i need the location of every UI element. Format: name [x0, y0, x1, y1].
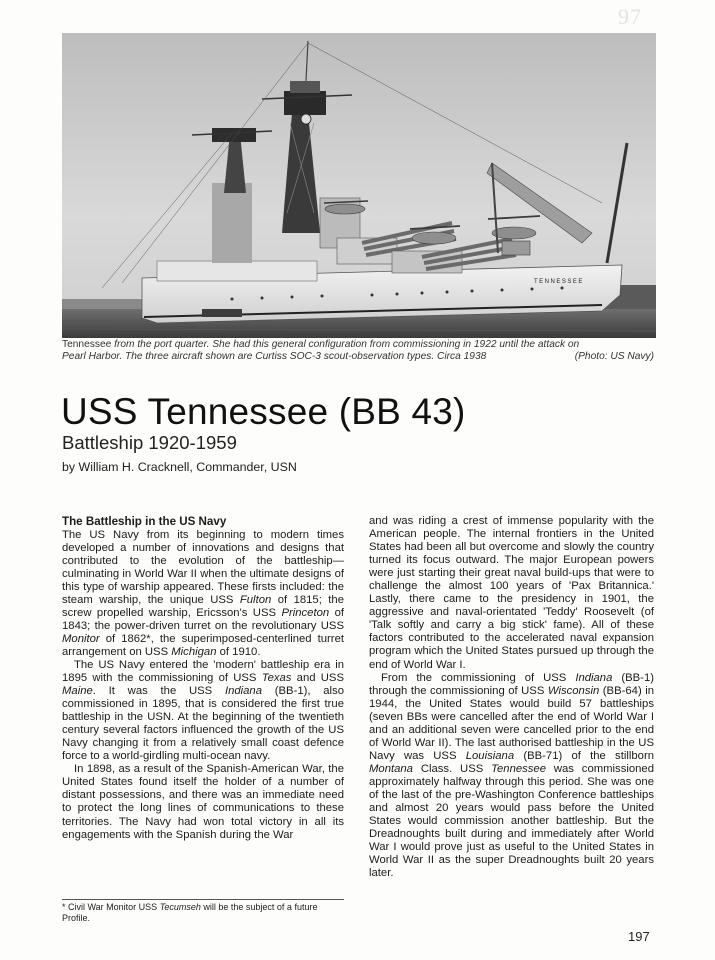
- text-run: of 1843; the power-driven turret on the revolutionary USS: [62, 606, 345, 632]
- article-subtitle: Battleship 1920-1959: [62, 432, 237, 453]
- italic-text-run: Montana: [369, 762, 413, 775]
- text-run: Class. USS: [412, 762, 492, 775]
- footnote-text-a: * Civil War Monitor USS: [62, 902, 160, 912]
- caption-line-2: Pearl Harbor. The three aircraft shown are Curtiss SOC-3 scout-observation types. Circa 1938: [62, 351, 487, 363]
- page-number: 197: [628, 929, 650, 944]
- italic-text-run: Tennessee: [491, 762, 546, 775]
- paragraph: [62, 529, 344, 659]
- paragraph: [369, 515, 654, 672]
- text-run: (BB-1), also commissioned in 1895, that is considered the first true battleship in the USN. At the beginning of the twentieth century several factors influenced the growth of the US Navy changing it from a relatively small coast defence force to a world-girdling multi-ocean navy.: [62, 685, 344, 763]
- battleship-photo-drawing: [62, 33, 656, 338]
- italic-text-run: Wisconsin: [547, 684, 600, 697]
- italic-text-run: Fulton: [239, 593, 272, 606]
- author-byline: by William H. Cracknell, Commander, USN: [62, 460, 297, 474]
- right-column: [369, 515, 654, 880]
- italic-text-run: Michigan: [171, 645, 217, 658]
- italic-text-run: Texas: [261, 672, 292, 685]
- italic-text-run: Louisiana: [465, 749, 515, 762]
- footnote-ship-name: Tecumseh: [159, 902, 201, 912]
- text-run: of 1910.: [216, 645, 261, 658]
- caption-text-1: from the port quarter. She had this general configuration from commissioning in 1922 until the attack on: [111, 339, 580, 350]
- text-run: of 1815; the screw propelled warship, Ericsson's USS: [62, 593, 344, 619]
- text-run: . It was the USS: [92, 685, 225, 698]
- italic-text-run: Princeton: [281, 606, 330, 619]
- paragraph: [62, 659, 344, 763]
- italic-text-run: Indiana: [575, 671, 613, 684]
- paragraph: [62, 763, 344, 841]
- text-run: (BB-1) through the commissioning of USS: [369, 671, 654, 697]
- italic-text-run: Maine: [62, 685, 93, 698]
- battleship-photo: [62, 33, 656, 338]
- section-heading: The Battleship in the US Navy: [62, 515, 227, 528]
- text-run: and USS: [291, 672, 344, 685]
- text-run: and was riding a crest of immense popularity with the American people. The internal frontiers in the United States had been all but overcome and slowly the country turned its focus outward. The major European powers were just starting their great naval build-ups that were to challenge the almost 100 years of 'Pax Britannica.' Lastly, there came to the presidency in 1901, the aggressive and naval-orientated 'Teddy' Roosevelt (of 'Talk softly and carry a big stick' fame). All of these factors contributed to the accelerated naval expansion program which the United States pursued up through the end of World War I.: [369, 515, 654, 671]
- hull-name-text: TENNESSEE: [534, 279, 584, 285]
- italic-text-run: Indiana: [224, 685, 262, 698]
- caption-ship-name: Tennessee: [62, 339, 112, 350]
- paragraph: [369, 672, 654, 881]
- text-run: From the commissioning of USS: [381, 671, 576, 684]
- footnote-text-c: will be the subject of a future Profile.: [62, 902, 318, 923]
- photo-caption: [62, 339, 656, 364]
- left-column: [62, 515, 344, 842]
- text-run: The US Navy entered the 'modern' battleship era in 1895 with the commissioning of USS: [62, 658, 344, 685]
- footnote: [62, 902, 344, 924]
- text-run: The US Navy from its beginning to modern times developed a number of innovations and designs that contributed to the evolution of the battleship—culminating in World War II when the ultimate designs of this type of warship appeared. These firsts included: the steam warship, the unique USS: [62, 528, 344, 606]
- text-run: was commissioned approximately halfway through this period. She was one of the last of the pre-Washington Conference battleships and almost 20 years would pass before the United States would commission another battleship. But the Dreadnoughts built during and immediately after World War I would prove just as useful to the United States in World War II as the super Dreadnoughts built 20 years later.: [369, 762, 654, 880]
- article-title: USS Tennessee (BB 43): [61, 391, 466, 432]
- corner-page-mark: 97: [618, 4, 642, 29]
- italic-text-run: Monitor: [62, 632, 100, 645]
- footnote-divider: [62, 899, 344, 900]
- text-run: In 1898, as a result of the Spanish-American War, the United States found itself the holder of a number of distant possessions, and there was an immediate need to protect the long lines of communications to these territories. The Navy had won total victory in all its engagements with the Spanish during the War: [62, 763, 344, 841]
- text-run: of 1862*, the superimposed-centerlined turret arrangement on USS: [62, 632, 344, 658]
- text-run: (BB-64) in 1944, the United States would build 57 battleships (seven BBs were cancelled after the end of World War I and an additional seven were cancelled prior to the end of World War II). The last authorised battleship in the US Navy was USS: [369, 684, 654, 762]
- text-run: (BB-71) of the stillborn: [514, 749, 654, 762]
- photo-credit: (Photo: US Navy): [574, 351, 654, 363]
- caption-line-1: [62, 339, 656, 351]
